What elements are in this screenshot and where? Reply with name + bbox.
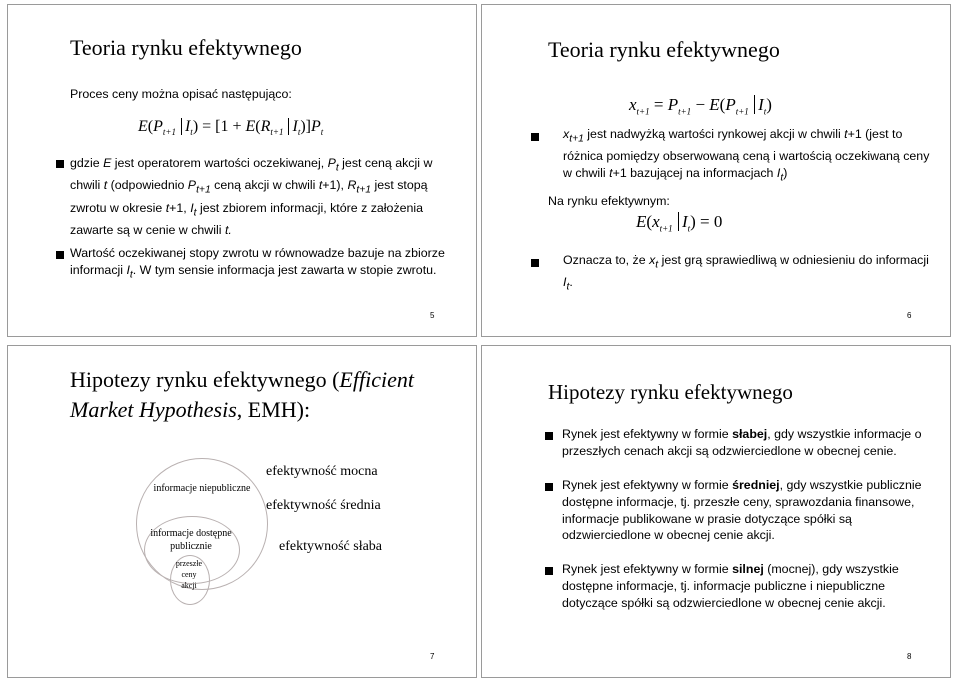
efficient-market-label: Na rynku efektywnym: xyxy=(548,194,670,208)
form-strong-label: efektywność mocna xyxy=(266,464,378,479)
bullet-square-icon xyxy=(545,483,553,491)
label-nonpublic-info: informacje niepubliczne xyxy=(153,483,251,494)
page-number: 6 xyxy=(907,311,912,320)
slide-title: Teoria rynku efektywnego xyxy=(70,35,302,60)
slide-title: Teoria rynku efektywnego xyxy=(548,37,780,62)
slide-7 xyxy=(7,345,477,678)
bullet-square-icon xyxy=(531,133,539,141)
page-number: 8 xyxy=(907,652,912,661)
price-process-formula: $E(P_{t+1}$ $I_t) = [1 + E(R_{t+1}$ $I_t)]P_t$ xyxy=(138,118,324,138)
bullet-semi-strong-form: Rynek jest efektywny w formie średniej, gdy wszystkie publicznie dostępne informacje, tj. przeszłe ceny, sprawozdania finansowe, informacje publikowane w prasie dotyczące spółki są odzwierciedlone w obecnej cenie akcji. xyxy=(562,478,922,543)
slide-8 xyxy=(481,345,951,678)
slide-6 xyxy=(481,4,951,337)
bullet-fair-game: Oznacza to, że $x_t$ jest grą sprawiedliwą w odniesieniu do informacji $I_t$. xyxy=(563,253,929,293)
slide-5 xyxy=(7,4,477,337)
bullet-excess-definition: $x_{t+1}$ jest nadwyżką wartości rynkowej akcji w chwili t+1 (jest to różnica pomiędzy obserwowaną ceną i wartością oczekiwaną ceny w chwili t+1 bazującej na informacjach $I_t$) xyxy=(563,127,930,184)
slide-title: Hipotezy rynku efektywnego xyxy=(548,380,793,404)
intro-text: Proces ceny można opisać następująco: xyxy=(70,87,292,101)
bullet-weak-form: Rynek jest efektywny w formie słabej, gdy wszystkie informacje o przeszłych cenach akcji są odzwierciedlone w obecnej cenie. xyxy=(562,427,922,458)
fair-game-formula: $E(x_{t+1}$ $I_t) = 0$ xyxy=(636,212,723,234)
label-past-prices-line2: ceny xyxy=(181,570,197,579)
bullet-strong-form: Rynek jest efektywny w formie silnej (mocnej), gdy wszystkie dostępne informacje, tj. informacje publiczne i niepubliczne dotyczące spółki są odzwierciedlone w obecnej cenie akcji. xyxy=(562,562,899,610)
bullet-square-icon xyxy=(56,160,64,168)
excess-value-formula: $x_{t+1} = P_{t+1} - E(P_{t+1}$ $I_t$) xyxy=(629,95,772,117)
bullet-square-icon xyxy=(56,251,64,259)
bullet-square-icon xyxy=(531,259,539,267)
bullet-square-icon xyxy=(545,567,553,575)
label-public-info-line2: publicznie xyxy=(170,541,212,552)
slide-title: Hipotezy rynku efektywnego (Efficient Market Hypothesis, EMH): xyxy=(70,367,414,422)
page-number: 7 xyxy=(430,652,435,661)
bullet-definition: gdzie E jest operatorem wartości oczekiwanej, $P_t$ jest ceną akcji w chwili t (odpowiednio $P_{t+1}$ ceną akcji w chwili t+1), $R_{t+1}$ jest stopą zwrotu w okresie t+1, $I_t$ jest zbiorem informacji, które z założenia zawarte są w cenie w chwili t. xyxy=(70,156,433,237)
label-past-prices-line3: akcji xyxy=(181,581,197,590)
bullet-square-icon xyxy=(545,432,553,440)
label-past-prices-line1: przeszłe xyxy=(175,559,203,568)
form-weak-label: efektywność słaba xyxy=(279,539,383,554)
form-semi-strong-label: efektywność średnia xyxy=(266,498,381,513)
label-public-info-line1: informacje dostępne xyxy=(150,528,232,539)
page-number: 5 xyxy=(430,311,435,320)
bullet-expected-return: Wartość oczekiwanej stopy zwrotu w równowadze bazuje na zbiorze informacji $I_t$. W tym sensie informacja jest zawarta w stopie zwrotu. xyxy=(70,246,445,281)
